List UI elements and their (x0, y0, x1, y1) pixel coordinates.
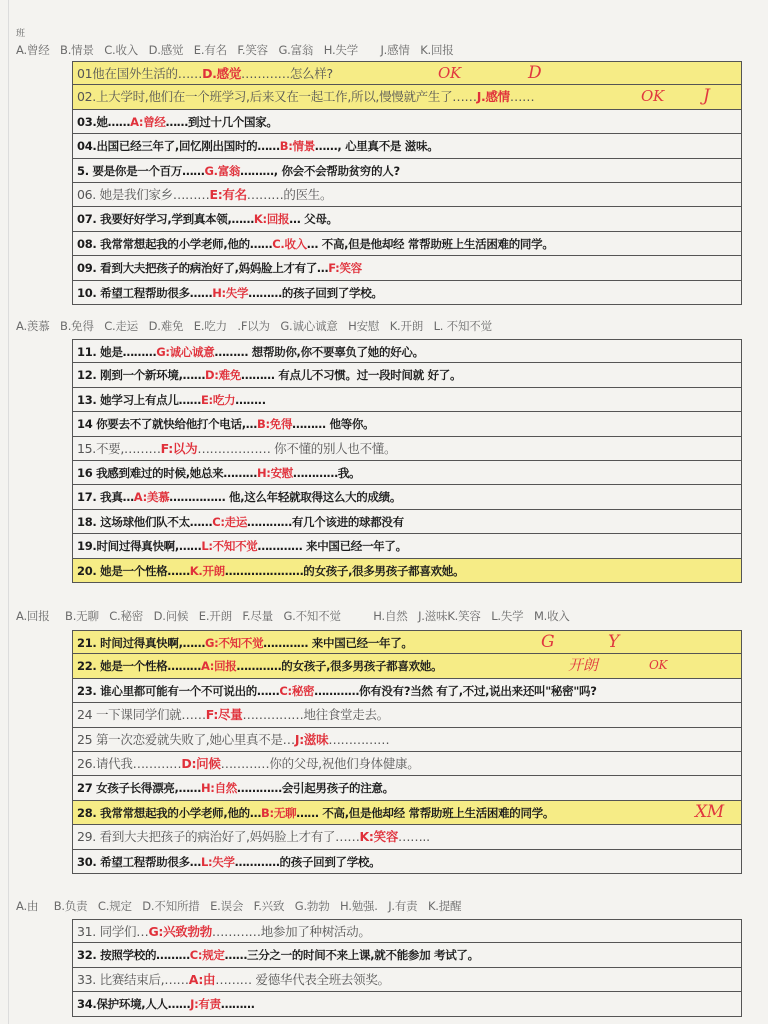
question-row: 13. 她学习上有点儿……E:吃力…….. (72, 388, 742, 412)
question-row: 07. 我要好好学习,学到真本领,……K:回报… 父母。 (72, 207, 742, 231)
word-bank-item: .F以为 (237, 319, 270, 333)
answer-text: E:有名 (209, 186, 247, 202)
question-row: 5. 要是你是一个百万……G.富翁………, 你会不会帮助贫穷的人? (72, 159, 742, 183)
word-bank-item: B.负责 (53, 899, 88, 913)
word-bank-item: L.失学 (491, 609, 524, 623)
answer-text: D:问候 (181, 755, 221, 771)
word-bank-item: C.秘密 (109, 609, 144, 623)
word-bank-item: G.不知不觉 (283, 609, 341, 623)
handwritten-mark: OK (641, 87, 664, 106)
word-bank-item: D.感觉 (148, 43, 184, 57)
answer-text: B:免得 (256, 417, 293, 432)
handwritten-mark: D (528, 63, 542, 83)
corner-label: 班 (16, 29, 26, 39)
question-row: 32. 按照学校的………C:规定……三分之一的时间不来上课,就不能参加 考试了。 (72, 943, 742, 967)
question-table (72, 61, 742, 305)
answer-text: G:诚心诚意 (156, 345, 215, 359)
word-bank-item: F.兴致 (253, 899, 285, 913)
word-bank-item: B.无聊 (65, 609, 99, 623)
handwritten-mark: Y (608, 632, 619, 652)
question-row: 14 你要去不了就快给他打个电话,…B:免得……… 他等你。 (72, 412, 742, 436)
question-row: 02.上大学时,他们在一个班学习,后来又在一起工作,所以,慢慢就产生了……J.感情…… OK J (72, 85, 742, 109)
word-bank-item: H.自然 (373, 609, 408, 623)
word-bank-item: B.免得 (60, 319, 94, 333)
word-bank-item: J.感情 (380, 43, 410, 57)
question-row: 16 我感到难过的时候,她总来………H:安慰…………我。 (72, 461, 742, 485)
question-row: 27 女孩子长得漂亮,……H:自然…………会引起男孩子的注意。 (72, 776, 742, 800)
word-bank-item: A.回报 (16, 609, 50, 623)
word-bank-item: D.不知所措 (142, 899, 200, 913)
word-bank-item: J.滋味K.笑容 (418, 609, 481, 623)
question-row: 33. 比赛结束后,……A:由……… 爱德华代表全班去领奖。 (72, 968, 742, 992)
question-row: 31. 同学们…G:兴致勃勃…………地参加了种树活动。 (72, 919, 742, 943)
answer-text: B:情景 (279, 139, 315, 154)
question-row: 26.请代我…………D:问候…………你的父母,祝他们身体健康。 (72, 752, 742, 776)
question-table (72, 339, 742, 583)
word-bank-item: D.难免 (148, 319, 184, 333)
answer-text: C:秘密 (279, 683, 315, 698)
word-bank-item: E.吃力 (193, 319, 227, 333)
question-table (72, 919, 742, 1017)
handwritten-mark: 开朗 (568, 656, 598, 675)
question-row: 10. 希望工程帮助很多……H:失学………的孩子回到了学校。 (72, 281, 742, 305)
answer-text: K:笑容 (359, 829, 399, 845)
handwritten-mark: XM (695, 801, 724, 822)
word-bank-item: A.羡慕 (16, 319, 50, 333)
question-row: 24 一下课同学们就……F:尽量……………地往食堂走去。 (72, 703, 742, 727)
answer-text: K:回报 (253, 212, 290, 227)
word-bank (16, 40, 461, 60)
word-bank (16, 316, 499, 336)
question-row: 06. 她是我们家乡………E:有名………的医生。 (72, 183, 742, 207)
answer-text: D.感觉 (202, 66, 242, 81)
answer-text: G:兴致勃勃 (148, 924, 212, 939)
word-bank-item: H安慰 (348, 319, 380, 333)
answer-text: C:走运 (212, 514, 248, 529)
answer-text: C.收入 (272, 236, 307, 251)
answer-text: J.感情 (476, 89, 510, 105)
word-bank-item: L. 不知不觉 (433, 319, 492, 333)
answer-text: A:回报 (200, 659, 237, 674)
answer-text: K.开朗 (189, 563, 225, 578)
word-bank-item: H.勉强. (340, 899, 378, 913)
word-bank-item: C.走运 (104, 319, 139, 333)
word-bank (16, 606, 577, 626)
word-bank-item: G.富翁 (278, 43, 314, 57)
answer-text: H:安慰 (256, 465, 294, 480)
word-bank-item: E.有名 (193, 43, 227, 57)
word-bank-item: K.提醒 (427, 899, 462, 913)
answer-text: F:以为 (160, 440, 198, 456)
question-row: 03.她……A:曾经……到过十几个国家。 (72, 110, 742, 134)
answer-text: H:自然 (200, 781, 238, 796)
question-row: 17. 我真…A:美慕…………… 他,这么年轻就取得这么大的成绩。 (72, 485, 742, 509)
answer-text: B:无聊 (261, 805, 297, 820)
word-bank-item: H.失学 (323, 43, 359, 57)
question-row: 04.出国已经三年了,回忆刚出国时的……B:情景……, 心里真不是 滋味。 (72, 134, 742, 158)
scan-edge-line (8, 0, 9, 1024)
question-row: 09. 看到大夫把孩子的病治好了,妈妈脸上才有了…F:笑容 (72, 256, 742, 280)
word-bank-item: C.规定 (97, 899, 132, 913)
answer-text: A:由 (188, 971, 216, 987)
handwritten-mark: G (541, 632, 555, 652)
word-bank-item: J.有责 (388, 899, 418, 913)
word-bank-item: A.由 (16, 899, 39, 913)
question-row: 01他在国外生活的……D.感觉…………怎么样? OK D (72, 61, 742, 85)
question-row: 28. 我常常想起我的小学老师,他的…B:无聊…… 不高,但是他却经 常帮助班上生活困难的同学。 XM (72, 801, 742, 825)
answer-text: F:笑容 (328, 261, 362, 276)
question-row: 21. 时间过得真快啊,……G:不知不觉………… 来中国已经一年了。 G Y (72, 630, 742, 654)
word-bank-item: K.开朗 (389, 319, 424, 333)
word-bank-item: F.尽量 (242, 609, 273, 623)
word-bank (16, 896, 468, 916)
answer-text: A:美慕 (133, 490, 170, 505)
word-bank-item: D.问候 (153, 609, 189, 623)
word-bank-item: A.曾经 (16, 43, 50, 57)
answer-text: G.富翁 (204, 163, 241, 178)
word-bank-item: B.情景 (60, 43, 94, 57)
answer-text: J:滋味 (294, 731, 329, 747)
word-bank-item: F.笑容 (237, 43, 268, 57)
question-row: 15.不要,………F:以为……………… 你不懂的别人也不懂。 (72, 437, 742, 461)
word-bank-item: E.误会 (210, 899, 244, 913)
handwritten-mark: OK (438, 64, 461, 82)
word-bank-item: C.收入 (104, 43, 139, 57)
question-row: 22. 她是一个性格………A:回报…………的女孩子,很多男孩子都喜欢她。 开朗 OK (72, 654, 742, 678)
question-row: 20. 她是一个性格……K.开朗…………………的女孩子,很多男孩子都喜欢她。 (72, 559, 742, 583)
question-row: 34.保护环境,人人……J:有责……… (72, 992, 742, 1016)
question-row: 23. 谁心里都可能有一个不可说出的……C:秘密…………你有没有?当然 有了,不过,说出来还叫"秘密"吗? (72, 679, 742, 703)
question-row: 19.时间过得真快啊,……L:不知不觉………… 来中国已经一年了。 (72, 534, 742, 558)
answer-text: C:规定 (189, 948, 225, 963)
question-row: 30. 希望工程帮助很多…L:失学…………的孩子回到了学校。 (72, 850, 742, 874)
answer-text: L:不知不觉 (201, 539, 258, 554)
question-row: 12. 刚到一个新环境,……D:难免……… 有点儿不习惯。过一段时间就 好了。 (72, 363, 742, 387)
word-bank-item: K.回报 (420, 43, 454, 57)
question-row: 29. 看到大夫把孩子的病治好了,妈妈脸上才有了……K:笑容…….. (72, 825, 742, 849)
question-table (72, 630, 742, 874)
answer-text: J:有责 (190, 997, 221, 1012)
handwritten-mark: OK (649, 658, 668, 673)
word-bank-item: E.开朗 (198, 609, 232, 623)
word-bank-item: G.勃勃 (294, 899, 330, 913)
answer-text: H:失学 (212, 285, 249, 300)
word-bank-item: G.诚心诚意 (280, 319, 338, 333)
answer-text: F:尽量 (205, 707, 243, 723)
question-row: 11. 她是………G:诚心诚意……… 想帮助你,你不要辜负了她的好心。 (72, 339, 742, 363)
question-row: 08. 我常常想起我的小学老师,他的……C.收入… 不高,但是他却经 常帮助班上生活困难的同学。 (72, 232, 742, 256)
word-bank-item: M.收入 (533, 609, 570, 623)
handwritten-mark: J (703, 86, 710, 107)
question-row: 25 第一次恋爱就失败了,她心里真不是…J:滋味…………… (72, 728, 742, 752)
answer-text: L:失学 (200, 854, 235, 869)
question-row: 18. 这场球他们队不太……C:走运…………有几个该进的球都没有 (72, 510, 742, 534)
answer-text: A:曾经 (130, 114, 166, 129)
answer-text: E:吃力 (200, 392, 236, 407)
answer-text: G:不知不觉 (205, 636, 264, 650)
answer-text: D:难免 (205, 368, 241, 383)
